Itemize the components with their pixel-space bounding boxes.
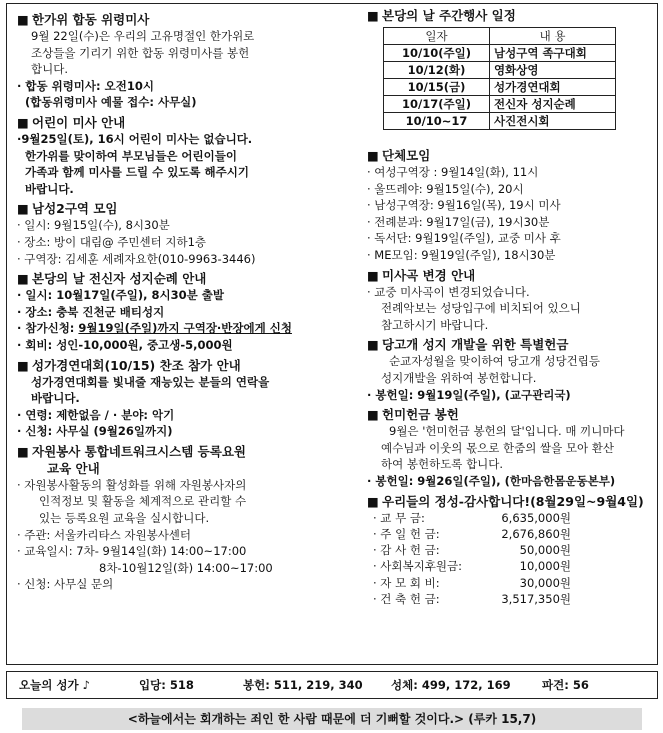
text-line: · 구역장: 김세훈 세례자요한(010-9963-3446) bbox=[17, 251, 256, 266]
table-row: 10/10~17 사진전시회 bbox=[384, 113, 616, 130]
square-bullet-icon: ■ bbox=[17, 271, 29, 287]
section-rice-offering bbox=[367, 407, 659, 489]
text-line: · 봉헌일: 9월26일(주일), (한마음한몸운동본부) bbox=[367, 473, 616, 488]
text-line: 8차-10월12일(화) 14:00~17:00 bbox=[99, 560, 273, 575]
text-line: 성지개발을 위하여 봉헌합니다. bbox=[381, 370, 537, 385]
text-line: 참고하시기 바랍니다. bbox=[381, 317, 489, 332]
section-children-mass bbox=[17, 115, 352, 197]
hymn-communion: 성체: 499, 172, 169 bbox=[391, 678, 511, 692]
bulletin-frame bbox=[6, 3, 658, 665]
text-line: · 연령: 제한없음 / · 분야: 악기 bbox=[17, 407, 175, 422]
section-mass-music-change bbox=[367, 268, 659, 334]
text-line: 합니다. bbox=[31, 62, 68, 77]
text-line: 성가경연대회를 빛내줄 재능있는 분들의 연락을 bbox=[31, 374, 270, 389]
section-title: ■ 우리들의 정성-감사합니다!(8월29일~9월4일) bbox=[367, 493, 644, 509]
text-line: 가족과 함께 미사를 드릴 수 있도록 해주시기 bbox=[25, 165, 249, 180]
table-row: 10/12(화) 영화상영 bbox=[384, 62, 616, 79]
text-line: (합동위령미사 예물 접수: 사무실) bbox=[25, 95, 197, 110]
section-offerings-thanks bbox=[367, 494, 659, 608]
text-line: · 남성구역장: 9월16일(목), 19시 미사 bbox=[367, 198, 561, 213]
table-header-row bbox=[384, 28, 616, 45]
text-line: · 회비: 성인-10,000원, 중고생-5,000원 bbox=[17, 337, 233, 352]
text-line: · 일시: 9월15일(수), 8시30분 bbox=[17, 218, 170, 233]
text-line: 바랍니다. bbox=[25, 181, 74, 196]
square-bullet-icon: ■ bbox=[367, 8, 379, 23]
section-parish-week-schedule bbox=[367, 8, 659, 130]
square-bullet-icon: ■ bbox=[367, 493, 379, 509]
text-line: · 울뜨레야: 9월15일(수), 20시 bbox=[367, 181, 524, 196]
text-line: · 전례분과: 9월17일(금), 19시30분 bbox=[367, 214, 550, 229]
square-bullet-icon: ■ bbox=[17, 12, 29, 27]
schedule-table bbox=[383, 27, 616, 130]
text-line: 순교자성월을 맞이하여 당고개 성당건립등 bbox=[389, 354, 600, 369]
section-title: ■ 헌미헌금 봉헌 bbox=[367, 407, 459, 423]
section-choir-contest bbox=[17, 358, 352, 440]
text-line: · 신청: 사무실 문의 bbox=[17, 577, 114, 592]
section-title-continued: 교육 안내 bbox=[47, 460, 100, 476]
text-line: 인적정보 및 활동을 체계적으로 관리할 수 bbox=[39, 494, 247, 509]
text-line: · ME모임: 9월19일(주일), 18시30분 bbox=[367, 247, 556, 262]
offering-row: · 교 무 금: 6,635,000원 bbox=[373, 510, 571, 525]
text-line: 조상들을 기리기 위한 합동 위령미사를 봉헌 bbox=[31, 45, 250, 60]
section-title: ■ 단체모임 bbox=[367, 148, 431, 163]
section-title: ■ 성가경연대회(10/15) 찬조 참가 안내 bbox=[17, 357, 241, 373]
section-title: ■ 미사곡 변경 안내 bbox=[367, 267, 476, 283]
text-line: · 장소: 충북 진천군 배티성지 bbox=[17, 304, 165, 319]
text-line: · 교육일시: 7차- 9월14일(화) 14:00~17:00 bbox=[17, 544, 247, 559]
square-bullet-icon: ■ bbox=[17, 443, 29, 459]
square-bullet-icon: ■ bbox=[367, 267, 379, 283]
section-title: ■ 당고개 성지 개발을 위한 특별헌금 bbox=[367, 337, 569, 353]
text-line: · 신청: 사무실 (9월26일까지) bbox=[17, 424, 173, 439]
section-special-collection bbox=[367, 337, 659, 403]
section-volunteer-training bbox=[17, 444, 352, 593]
text-line: 한가위를 맞이하여 부모님들은 어린이들이 bbox=[25, 148, 237, 163]
column-header-date: 일자 bbox=[384, 28, 490, 45]
text-line: 9월 22일(수)은 우리의 고유명절인 한가위로 bbox=[31, 29, 255, 43]
table-row: 10/10(주일) 남성구역 족구대회 bbox=[384, 45, 616, 62]
text-line: · 장소: 방이 대림@ 주민센터 지하1층 bbox=[17, 234, 207, 249]
hymn-footer bbox=[6, 671, 658, 699]
offering-row: · 사회복지후원금: 10,000원 bbox=[373, 559, 571, 574]
square-bullet-icon: ■ bbox=[17, 114, 29, 130]
text-line: · 일시: 10월17일(주일), 8시30분 출발 bbox=[17, 288, 224, 303]
square-bullet-icon: ■ bbox=[367, 407, 379, 423]
text-line: ·9월25일(토), 16시 어린이 미사는 없습니다. bbox=[17, 131, 253, 146]
square-bullet-icon: ■ bbox=[17, 357, 29, 373]
offering-row: · 건 축 헌 금: 3,517,350원 bbox=[373, 591, 571, 606]
text-line: 예수님과 이웃의 몫으로 한줌의 쌀을 모아 환산 bbox=[381, 440, 615, 455]
text-line: 9월은 '헌미헌금 봉헌의 달'입니다. 매 끼니마다 bbox=[389, 424, 625, 439]
text-line: · 합동 위령미사: 오전10시 bbox=[17, 78, 154, 93]
text-line: · 교중 미사곡이 변경되었습니다. bbox=[367, 284, 530, 299]
text-line: · 봉헌일: 9월19일(주일), (교구관리국) bbox=[367, 387, 571, 402]
hymn-offertory: 봉헌: 511, 219, 340 bbox=[243, 678, 363, 692]
square-bullet-icon: ■ bbox=[17, 201, 29, 217]
section-men-district-meeting bbox=[17, 201, 352, 267]
section-chuseok-mass bbox=[17, 12, 352, 111]
offering-row: · 감 사 헌 금: 50,000원 bbox=[373, 543, 571, 558]
text-line: · 참가신청: 9월19일(주일)까지 구역장·반장에게 신청 bbox=[17, 321, 292, 336]
offering-row: · 주 일 헌 금: 2,676,860원 bbox=[373, 526, 571, 541]
left-column bbox=[17, 8, 352, 593]
section-title: ■ 남성2구역 모임 bbox=[17, 201, 118, 217]
section-title: ■ 한가위 합동 위령미사 bbox=[17, 12, 150, 27]
section-title: ■ 본당의 날 전신자 성지순례 안내 bbox=[17, 271, 207, 287]
text-line: 하여 봉헌하도록 합니다. bbox=[381, 457, 504, 472]
text-line: · 자원봉사활동의 활성화를 위해 자원봉사자의 bbox=[17, 477, 247, 492]
text-line: 있는 등록요원 교육을 실시합니다. bbox=[39, 511, 210, 526]
text-line: · 주관: 서울카리타스 자원봉사센터 bbox=[17, 527, 192, 542]
bible-quote: <하늘에서는 회개하는 죄인 한 사람 때문에 더 기뻐할 것이다.> (루카 15,7) bbox=[22, 708, 642, 730]
right-column bbox=[367, 8, 659, 607]
text-line: · 여성구역장 : 9월14일(화), 11시 bbox=[367, 165, 539, 179]
offering-row: · 자 모 회 비: 30,000원 bbox=[373, 575, 571, 590]
section-title: ■ 자원봉사 통합네트워크시스템 등록요원 bbox=[17, 443, 246, 459]
column-header-content: 내 용 bbox=[490, 28, 616, 45]
table-row: 10/15(금) 성가경연대회 bbox=[384, 79, 616, 96]
section-title: ■ 어린이 미사 안내 bbox=[17, 114, 126, 130]
text-line: 전례악보는 성당입구에 비치되어 있으니 bbox=[381, 301, 581, 316]
section-title: ■ 본당의 날 주간행사 일정 bbox=[367, 8, 516, 23]
square-bullet-icon: ■ bbox=[367, 148, 379, 163]
section-pilgrimage bbox=[17, 271, 352, 353]
square-bullet-icon: ■ bbox=[367, 337, 379, 353]
text-line: · 독서단: 9월19일(주일), 교중 미사 후 bbox=[367, 231, 561, 246]
hymn-label: 오늘의 성가 ♪ bbox=[19, 678, 90, 692]
hymn-dismissal: 파견: 56 bbox=[542, 678, 589, 692]
section-group-meetings bbox=[367, 148, 659, 264]
table-row: 10/17(주일) 전신자 성지순례 bbox=[384, 96, 616, 113]
text-line: 바랍니다. bbox=[31, 391, 80, 406]
hymn-entry: 입당: 518 bbox=[139, 678, 194, 692]
